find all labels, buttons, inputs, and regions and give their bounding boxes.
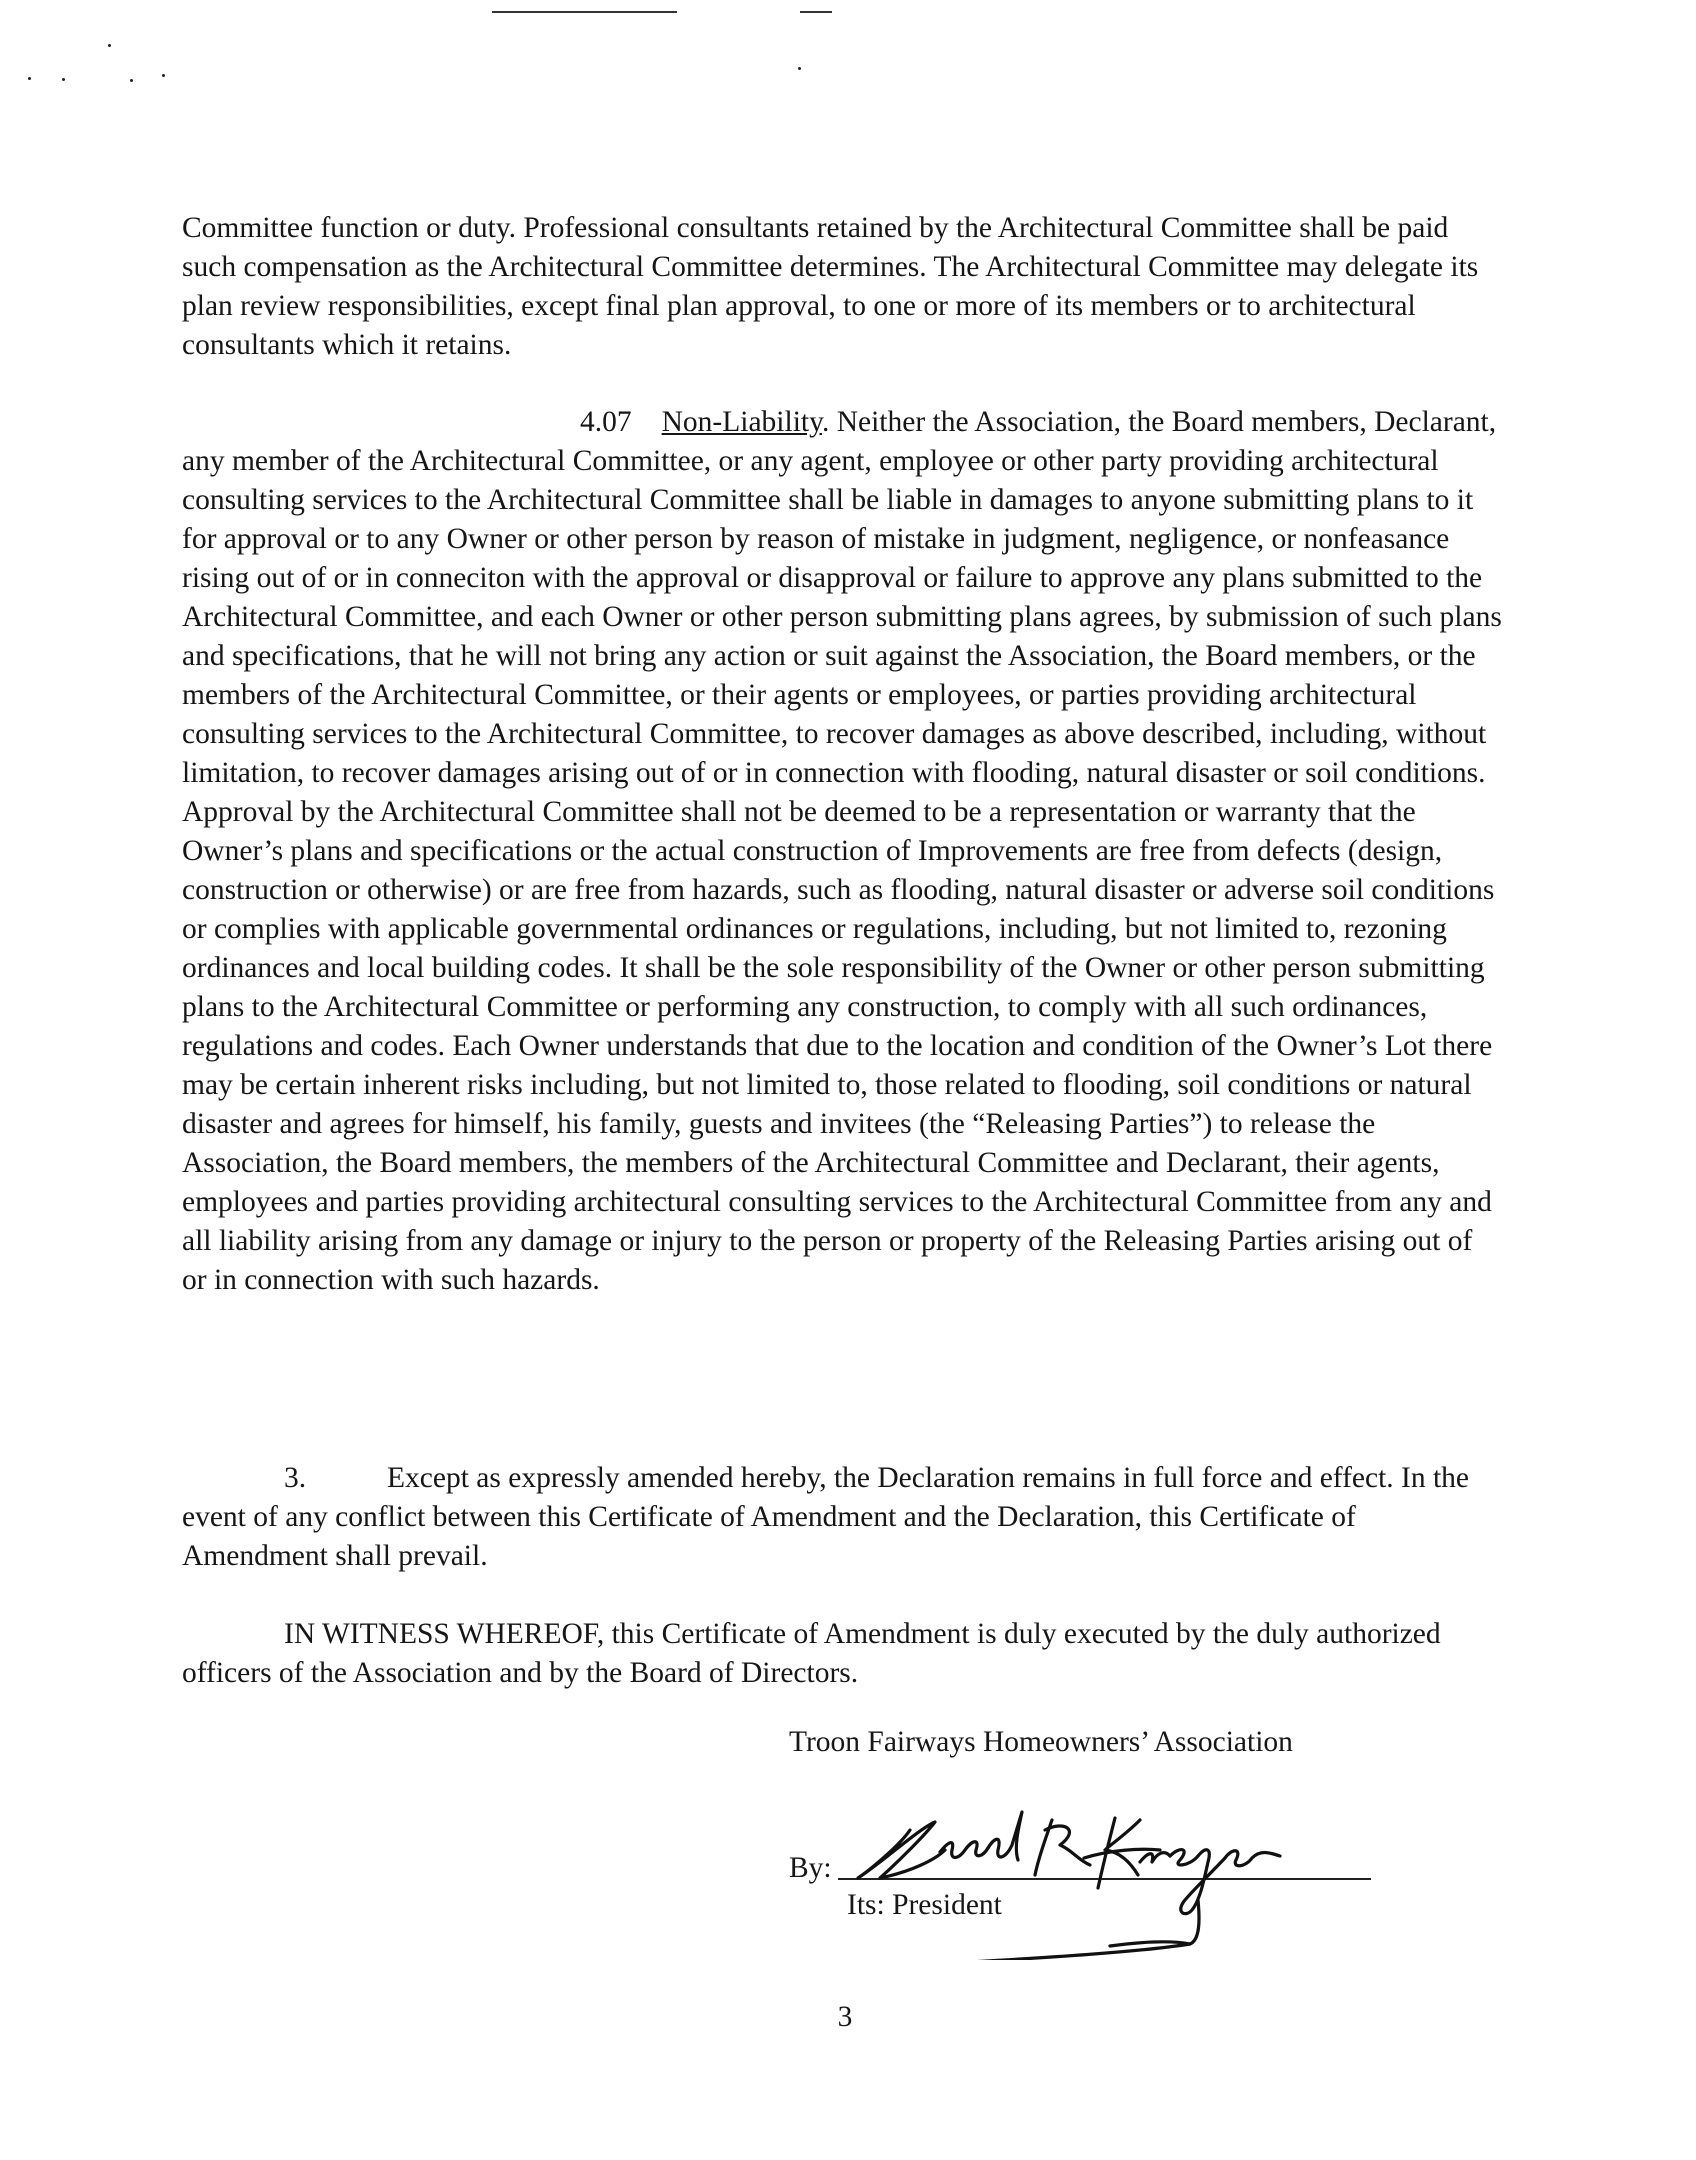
- page-number: 3: [837, 2001, 853, 2033]
- section-number: 4.07: [580, 406, 632, 438]
- section-3: [182, 1459, 1502, 1576]
- section-4-07: [182, 403, 1502, 1300]
- section-heading: Non-Liability: [661, 406, 822, 438]
- section-body: Except as expressly amended hereby, the Declaration remains in full force and effect. In the event of any conflict between this Certificate of Amendment and the Declaration, this Certificate of Amendment shall prevail.: [182, 1462, 1470, 1572]
- scan-artifact-speck: [130, 79, 133, 82]
- scan-artifact-speck: [162, 74, 165, 77]
- scan-artifact-speck: [62, 78, 65, 81]
- paragraph-continuation: Committee function or duty. Professional consultants retained by the Architectural Committee shall be paid such compensation as the Architectural Committee determines. The Architectural Committee may delegate its plan review responsibilities, except final plan approval, to one or more of its members or to architectural consultants which it retains.: [182, 212, 1479, 361]
- signer-title: Its: President: [847, 1889, 1002, 1921]
- scan-artifact-speck: [28, 77, 31, 80]
- scan-artifact-line: [492, 11, 677, 13]
- scan-artifact-line: [800, 11, 832, 13]
- scan-artifact-speck: [108, 44, 111, 47]
- scan-artifact-speck: [798, 67, 801, 70]
- handwritten-signature: [840, 1790, 1320, 1960]
- organization-name: Troon Fairways Homeowners’ Association: [789, 1726, 1293, 1758]
- section-number: 3.: [284, 1462, 307, 1494]
- section-body: . Neither the Association, the Board members, Declarant, any member of the Architectural Committee, or any agent, employee or other party providing architectural consulting services to the Architectural Committee shall be liable in damages to anyone submitting plans to it for approval or to any Owner or other person by reason of mistake in judgment, negligence, or nonfeasance rising out of or in conneciton with the approval or disapproval or failure to approve any plans submitted to the Architectural Committee, and each Owner or other person submitting plans agrees, by submission of such plans and specifications, that he will not bring any action or suit against the Association, the Board members, or the members of the Architectural Committee, or their agents or employees, or parties providing architectural consulting services to the Architectural Committee, to recover damages as above described, including, without limitation, to recover damages arising out of or in connection with flooding, natural disaster or soil conditions. Approval by the Architectural Committee shall not be deemed to be a representation or warranty that the Owner’s plans and specifications or the actual construction of Improvements are free from defects (design, construction or otherwise) or are free from hazards, such as flooding, natural disaster or adverse soil conditions or complies with applicable governmental ordinances or regulations, including, but not limited to, rezoning ordinances and local building codes. It shall be the sole responsibility of the Owner or other person submitting plans to the Architectural Committee or performing any construction, to comply with all such ordinances, regulations and codes. Each Owner understands that due to the location and condition of the Owner’s Lot there may be certain inherent risks including, but not limited to, those related to flooding, soil conditions or natural disaster and agrees for himself, his family, guests and invitees (the “Releasing Parties”) to release the Association, the Board members, the members of the Architectural Committee and Declarant, their agents, employees and parties providing architectural consulting services to the Architectural Committee from any and all liability arising from any damage or injury to the person or property of the Releasing Parties arising out of or in connection with such hazards.: [182, 406, 1502, 1296]
- section-3-indent: [182, 1459, 387, 1498]
- witness-clause: IN WITNESS WHEREOF, this Certificate of Amendment is duly executed by the duly authorized officers of the Association and by the Board of Directors.: [182, 1618, 1441, 1689]
- by-label: By:: [789, 1852, 832, 1884]
